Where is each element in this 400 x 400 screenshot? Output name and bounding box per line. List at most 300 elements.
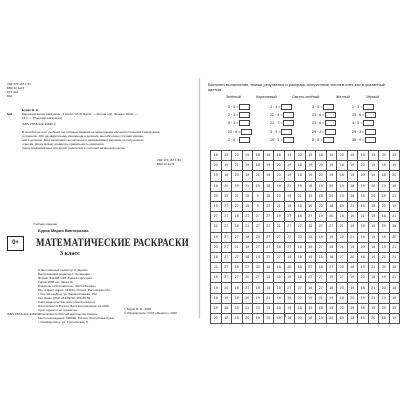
grid-cell[interactable]: 19 <box>347 171 358 181</box>
grid-cell[interactable]: 9 <box>253 191 264 201</box>
grid-cell[interactable]: 19 <box>232 303 243 313</box>
grid-cell[interactable]: 20 <box>337 232 348 242</box>
answer-box[interactable] <box>239 104 250 110</box>
grid-cell[interactable]: 18 <box>295 273 306 283</box>
grid-cell[interactable]: 19 <box>274 314 285 324</box>
grid-cell[interactable]: 19 <box>358 201 369 211</box>
grid-cell[interactable]: 19 <box>305 161 316 171</box>
grid-cell[interactable]: 19 <box>347 151 358 161</box>
grid-cell[interactable]: 18 <box>221 171 232 181</box>
grid-cell[interactable]: 19 <box>316 212 327 222</box>
answer-box[interactable] <box>325 120 336 126</box>
grid-cell[interactable]: 19 <box>211 201 222 211</box>
grid-cell[interactable]: 20 <box>326 181 337 191</box>
grid-cell[interactable]: 27 <box>253 222 264 232</box>
grid-cell[interactable]: 18 <box>253 283 264 293</box>
grid-cell[interactable]: 20 <box>316 171 327 181</box>
grid-cell[interactable]: 18 <box>389 283 400 293</box>
grid-cell[interactable]: 18 <box>337 293 348 303</box>
grid-cell[interactable]: 19 <box>305 303 316 313</box>
grid-cell[interactable]: 19 <box>284 201 295 211</box>
grid-cell[interactable]: 18 <box>326 201 337 211</box>
grid-cell[interactable]: 20 <box>242 314 253 324</box>
grid-cell[interactable]: 27 <box>263 242 274 252</box>
answer-box[interactable] <box>365 137 376 143</box>
grid-cell[interactable]: 15 <box>263 273 274 283</box>
grid-cell[interactable]: 27 <box>316 222 327 232</box>
grid-cell[interactable]: 18 <box>358 283 369 293</box>
grid-cell[interactable]: 20 <box>389 171 400 181</box>
grid-cell[interactable]: 19 <box>347 212 358 222</box>
grid-cell[interactable]: 19 <box>368 252 379 262</box>
grid-cell[interactable]: 18 <box>211 151 222 161</box>
answer-box[interactable] <box>283 137 294 143</box>
answer-box[interactable] <box>283 120 294 126</box>
grid-cell[interactable]: 20 <box>337 151 348 161</box>
grid-cell[interactable]: 27 <box>263 252 274 262</box>
grid-cell[interactable]: 21 <box>232 191 243 201</box>
grid-cell[interactable]: 18 <box>305 314 316 324</box>
grid-cell[interactable]: 15 <box>326 283 337 293</box>
grid-cell[interactable]: 20 <box>211 161 222 171</box>
grid-cell[interactable]: 21 <box>211 222 222 232</box>
grid-cell[interactable]: 18 <box>358 303 369 313</box>
grid-cell[interactable]: 27 <box>221 232 232 242</box>
grid-cell[interactable]: 18 <box>358 252 369 262</box>
grid-cell[interactable]: 19 <box>221 191 232 201</box>
grid-cell[interactable]: 18 <box>253 161 264 171</box>
grid-cell[interactable]: 27 <box>263 222 274 232</box>
grid-cell[interactable]: 15 <box>263 283 274 293</box>
grid-cell[interactable]: 19 <box>284 161 295 171</box>
grid-cell[interactable]: 15 <box>242 201 253 211</box>
grid-cell[interactable]: 21 <box>316 293 327 303</box>
grid-cell[interactable]: 27 <box>305 273 316 283</box>
grid-cell[interactable]: 20 <box>253 263 264 273</box>
grid-cell[interactable]: 19 <box>326 161 337 171</box>
grid-cell[interactable]: 20 <box>221 283 232 293</box>
grid-cell[interactable]: 21 <box>232 242 243 252</box>
grid-cell[interactable]: 19 <box>274 181 285 191</box>
grid-cell[interactable]: 19 <box>242 161 253 171</box>
grid-cell[interactable]: 15 <box>274 273 285 283</box>
grid-cell[interactable]: 20 <box>379 263 390 273</box>
grid-cell[interactable]: 19 <box>274 212 285 222</box>
answer-box[interactable] <box>325 129 336 135</box>
grid-cell[interactable]: 15 <box>263 263 274 273</box>
grid-cell[interactable]: 18 <box>337 212 348 222</box>
grid-cell[interactable]: 27 <box>242 263 253 273</box>
grid-cell[interactable]: 18 <box>379 314 390 324</box>
grid-cell[interactable]: 20 <box>295 232 306 242</box>
grid-cell[interactable]: 20 <box>295 314 306 324</box>
grid-cell[interactable]: 15 <box>253 181 264 191</box>
answer-box[interactable] <box>241 129 252 135</box>
grid-cell[interactable]: 20 <box>358 242 369 252</box>
grid-cell[interactable]: 20 <box>326 191 337 201</box>
grid-cell[interactable]: 20 <box>274 191 285 201</box>
grid-cell[interactable]: 20 <box>284 263 295 273</box>
grid-cell[interactable]: 18 <box>316 191 327 201</box>
grid-cell[interactable]: 18 <box>379 232 390 242</box>
grid-cell[interactable]: 27 <box>232 273 243 283</box>
answer-box[interactable] <box>323 104 334 110</box>
grid-cell[interactable]: 27 <box>326 222 337 232</box>
grid-cell[interactable]: 19 <box>358 314 369 324</box>
grid-cell[interactable]: 27 <box>263 212 274 222</box>
grid-cell[interactable]: 19 <box>242 242 253 252</box>
grid-cell[interactable]: 18 <box>211 293 222 303</box>
grid-cell[interactable]: 20 <box>379 283 390 293</box>
grid-cell[interactable]: 20 <box>337 283 348 293</box>
grid-cell[interactable]: 21 <box>232 161 243 171</box>
grid-cell[interactable]: 18 <box>347 263 358 273</box>
grid-cell[interactable]: 21 <box>263 293 274 303</box>
grid-cell[interactable]: 19 <box>326 151 337 161</box>
grid-cell[interactable]: 19 <box>263 303 274 313</box>
grid-cell[interactable]: 19 <box>263 161 274 171</box>
grid-cell[interactable]: 18 <box>232 222 243 232</box>
grid-cell[interactable]: 19 <box>379 191 390 201</box>
answer-box[interactable] <box>281 104 292 110</box>
grid-cell[interactable]: 19 <box>368 171 379 181</box>
grid-cell[interactable]: 27 <box>305 212 316 222</box>
answer-box[interactable] <box>365 112 376 118</box>
grid-cell[interactable]: 18 <box>305 283 316 293</box>
grid-cell[interactable]: 9 <box>253 201 264 211</box>
grid-cell[interactable]: 18 <box>347 181 358 191</box>
grid-cell[interactable]: 20 <box>347 293 358 303</box>
grid-cell[interactable]: 19 <box>379 293 390 303</box>
grid-cell[interactable]: 19 <box>284 171 295 181</box>
grid-cell[interactable]: 21 <box>347 201 358 211</box>
answer-box[interactable] <box>323 137 334 143</box>
grid-cell[interactable]: 15 <box>232 263 243 273</box>
grid-cell[interactable]: 19 <box>232 314 243 324</box>
grid-cell[interactable]: 18 <box>389 181 400 191</box>
grid-cell[interactable]: 21 <box>389 252 400 262</box>
grid-cell[interactable]: 19 <box>326 232 337 242</box>
grid-cell[interactable]: 19 <box>368 212 379 222</box>
grid-cell[interactable]: 27 <box>242 212 253 222</box>
grid-cell[interactable]: 21 <box>337 222 348 232</box>
grid-cell[interactable]: 21 <box>295 191 306 201</box>
grid-cell[interactable]: 21 <box>368 293 379 303</box>
grid-cell[interactable]: 27 <box>221 273 232 283</box>
grid-cell[interactable]: 20 <box>326 212 337 222</box>
grid-cell[interactable]: 18 <box>389 293 400 303</box>
grid-cell[interactable]: 15 <box>242 191 253 201</box>
grid-cell[interactable]: 27 <box>316 273 327 283</box>
grid-cell[interactable]: 19 <box>368 222 379 232</box>
grid-cell[interactable]: 20 <box>263 314 274 324</box>
grid-cell[interactable]: 21 <box>211 263 222 273</box>
grid-cell[interactable]: 21 <box>389 242 400 252</box>
grid-cell[interactable]: 27 <box>284 283 295 293</box>
grid-cell[interactable]: 19 <box>305 171 316 181</box>
grid-cell[interactable]: 19 <box>211 283 222 293</box>
grid-cell[interactable]: 20 <box>337 263 348 273</box>
grid-cell[interactable]: 27 <box>221 212 232 222</box>
grid-cell[interactable]: 27 <box>337 273 348 283</box>
grid-cell[interactable]: 19 <box>347 242 358 252</box>
grid-cell[interactable]: 20 <box>221 181 232 191</box>
grid-cell[interactable]: 15 <box>295 263 306 273</box>
grid-cell[interactable]: 15 <box>284 273 295 283</box>
grid-cell[interactable]: 18 <box>295 171 306 181</box>
grid-cell[interactable]: 19 <box>358 191 369 201</box>
grid-cell[interactable]: 20 <box>232 171 243 181</box>
grid-cell[interactable]: 27 <box>221 263 232 273</box>
grid-cell[interactable]: 19 <box>368 161 379 171</box>
grid-cell[interactable]: 15 <box>284 252 295 262</box>
grid-cell[interactable]: 18 <box>368 273 379 283</box>
answer-box[interactable] <box>365 129 376 135</box>
answer-box[interactable] <box>239 137 250 143</box>
grid-cell[interactable]: 19 <box>316 181 327 191</box>
grid-cell[interactable]: 27 <box>221 201 232 211</box>
grid-cell[interactable]: 18 <box>316 151 327 161</box>
grid-cell[interactable]: 21 <box>242 222 253 232</box>
grid-cell[interactable]: 20 <box>347 252 358 262</box>
grid-cell[interactable]: 18 <box>211 252 222 262</box>
grid-cell[interactable]: 20 <box>295 151 306 161</box>
grid-cell[interactable]: 18 <box>326 252 337 262</box>
grid-cell[interactable]: 20 <box>389 232 400 242</box>
grid-cell[interactable]: 19 <box>347 161 358 171</box>
grid-cell[interactable]: 20 <box>232 151 243 161</box>
grid-cell[interactable]: 18 <box>358 222 369 232</box>
grid-cell[interactable]: 19 <box>211 171 222 181</box>
grid-cell[interactable]: 19 <box>358 181 369 191</box>
grid-cell[interactable]: 19 <box>358 263 369 273</box>
grid-cell[interactable]: 20 <box>368 181 379 191</box>
grid-cell[interactable]: 27 <box>284 242 295 252</box>
answer-box[interactable] <box>281 129 292 135</box>
grid-cell[interactable]: 19 <box>242 151 253 161</box>
grid-cell[interactable]: 15 <box>326 242 337 252</box>
grid-cell[interactable]: 15 <box>253 252 264 262</box>
grid-cell[interactable]: 20 <box>211 191 222 201</box>
grid-cell[interactable]: 19 <box>347 273 358 283</box>
grid-cell[interactable]: 27 <box>326 263 337 273</box>
grid-cell[interactable]: 18 <box>379 171 390 181</box>
grid-cell[interactable]: 20 <box>337 303 348 313</box>
grid-cell[interactable]: 18 <box>274 151 285 161</box>
grid-cell[interactable]: 21 <box>337 242 348 252</box>
grid-cell[interactable]: 21 <box>358 212 369 222</box>
grid-cell[interactable]: 20 <box>316 201 327 211</box>
grid-cell[interactable]: 19 <box>263 171 274 181</box>
grid-cell[interactable]: 18 <box>379 161 390 171</box>
grid-cell[interactable]: 15 <box>274 283 285 293</box>
grid-cell[interactable]: 19 <box>326 171 337 181</box>
answer-box[interactable] <box>283 112 294 118</box>
grid-cell[interactable]: 27 <box>316 242 327 252</box>
grid-cell[interactable]: 19 <box>347 303 358 313</box>
grid-cell[interactable]: 20 <box>274 161 285 171</box>
grid-cell[interactable]: 19 <box>389 201 400 211</box>
grid-cell[interactable]: 20 <box>242 293 253 303</box>
grid-cell[interactable]: 19 <box>389 222 400 232</box>
answer-box[interactable] <box>363 120 374 126</box>
grid-cell[interactable]: 27 <box>221 252 232 262</box>
grid-cell[interactable]: 18 <box>305 181 316 191</box>
grid-cell[interactable]: 20 <box>295 293 306 303</box>
grid-cell[interactable]: 15 <box>305 222 316 232</box>
answer-box[interactable] <box>363 104 374 110</box>
grid-cell[interactable]: 18 <box>358 151 369 161</box>
grid-cell[interactable]: 27 <box>242 283 253 293</box>
grid-cell[interactable]: 15 <box>316 252 327 262</box>
grid-cell[interactable]: 20 <box>326 314 337 324</box>
grid-cell[interactable]: 18 <box>221 314 232 324</box>
grid-cell[interactable]: 20 <box>358 171 369 181</box>
grid-cell[interactable]: 21 <box>368 283 379 293</box>
grid-cell[interactable]: 27 <box>253 242 264 252</box>
grid-cell[interactable]: 18 <box>295 201 306 211</box>
grid-cell[interactable]: 19 <box>295 181 306 191</box>
grid-cell[interactable]: 18 <box>221 303 232 313</box>
grid-cell[interactable]: 19 <box>211 232 222 242</box>
grid-cell[interactable]: 19 <box>305 293 316 303</box>
grid-cell[interactable]: 18 <box>211 273 222 283</box>
grid-cell[interactable]: 19 <box>221 161 232 171</box>
grid-cell[interactable]: 19 <box>368 303 379 313</box>
grid-cell[interactable]: 20 <box>368 191 379 201</box>
grid-cell[interactable]: 18 <box>295 212 306 222</box>
grid-cell[interactable]: 20 <box>379 222 390 232</box>
grid-cell[interactable]: 21 <box>242 181 253 191</box>
grid-cell[interactable]: 18 <box>284 314 295 324</box>
grid-cell[interactable]: 18 <box>337 161 348 171</box>
grid-cell[interactable]: 27 <box>295 222 306 232</box>
grid-cell[interactable]: 19 <box>284 151 295 161</box>
grid-cell[interactable]: 19 <box>337 201 348 211</box>
grid-cell[interactable]: 21 <box>284 181 295 191</box>
grid-cell[interactable]: 19 <box>379 181 390 191</box>
grid-cell[interactable]: 18 <box>274 303 285 313</box>
grid-cell[interactable]: 19 <box>379 242 390 252</box>
grid-cell[interactable]: 18 <box>242 252 253 262</box>
grid-cell[interactable]: 19 <box>253 293 264 303</box>
grid-cell[interactable]: 15 <box>295 242 306 252</box>
grid-cell[interactable]: 15 <box>305 232 316 242</box>
grid-cell[interactable]: 27 <box>211 212 222 222</box>
grid-cell[interactable]: 27 <box>274 252 285 262</box>
grid-cell[interactable]: 18 <box>358 232 369 242</box>
grid-cell[interactable]: 19 <box>232 181 243 191</box>
grid-cell[interactable]: 27 <box>232 232 243 242</box>
grid-cell[interactable]: 21 <box>274 222 285 232</box>
grid-cell[interactable]: 27 <box>232 252 243 262</box>
grid-cell[interactable]: 19 <box>211 303 222 313</box>
grid-cell[interactable]: 18 <box>211 181 222 191</box>
grid-cell[interactable]: 19 <box>326 303 337 313</box>
grid-cell[interactable]: 19 <box>337 181 348 191</box>
grid-cell[interactable]: 18 <box>263 191 274 201</box>
grid-cell[interactable]: 15 <box>316 263 327 273</box>
grid-cell[interactable]: 19 <box>274 293 285 303</box>
grid-cell[interactable]: 19 <box>347 222 358 232</box>
grid-cell[interactable]: 18 <box>316 303 327 313</box>
grid-cell[interactable]: 19 <box>358 293 369 303</box>
grid-cell[interactable]: 20 <box>242 273 253 283</box>
grid-cell[interactable]: 18 <box>253 151 264 161</box>
grid-cell[interactable]: 18 <box>232 293 243 303</box>
grid-cell[interactable]: 21 <box>389 191 400 201</box>
grid-cell[interactable]: 20 <box>211 314 222 324</box>
grid-cell[interactable]: 19 <box>379 273 390 283</box>
grid-cell[interactable]: 20 <box>274 171 285 181</box>
grid-cell[interactable]: 19 <box>284 191 295 201</box>
grid-cell[interactable]: 15 <box>305 252 316 262</box>
grid-cell[interactable]: 20 <box>368 314 379 324</box>
grid-cell[interactable]: 19 <box>221 151 232 161</box>
grid-cell[interactable]: 18 <box>347 191 358 201</box>
grid-cell[interactable]: 19 <box>263 151 274 161</box>
grid-cell[interactable]: 27 <box>337 252 348 262</box>
grid-cell[interactable]: 20 <box>358 273 369 283</box>
grid-cell[interactable]: 18 <box>316 232 327 242</box>
grid-cell[interactable]: 19 <box>253 314 264 324</box>
grid-cell[interactable]: 19 <box>389 151 400 161</box>
grid-cell[interactable]: 27 <box>305 263 316 273</box>
grid-cell[interactable]: 19 <box>316 314 327 324</box>
grid-cell[interactable]: 18 <box>368 201 379 211</box>
grid-cell[interactable]: 20 <box>253 232 264 242</box>
grid-cell[interactable]: 18 <box>284 293 295 303</box>
grid-cell[interactable]: 27 <box>253 212 264 222</box>
grid-cell[interactable]: 27 <box>221 242 232 252</box>
grid-cell[interactable]: 18 <box>347 314 358 324</box>
grid-cell[interactable]: 27 <box>284 212 295 222</box>
grid-cell[interactable]: 20 <box>379 201 390 211</box>
grid-cell[interactable]: 19 <box>389 161 400 171</box>
grid-cell[interactable]: 27 <box>232 201 243 211</box>
grid-cell[interactable]: 15 <box>305 242 316 252</box>
grid-cell[interactable]: 15 <box>326 273 337 283</box>
grid-cell[interactable]: 19 <box>253 303 264 313</box>
grid-cell[interactable]: 18 <box>263 181 274 191</box>
grid-cell[interactable]: 21 <box>389 273 400 283</box>
grid-cell[interactable]: 19 <box>232 283 243 293</box>
grid-cell[interactable]: 18 <box>389 263 400 273</box>
grid-cell[interactable]: 20 <box>379 151 390 161</box>
grid-cell[interactable]: 19 <box>389 303 400 313</box>
grid-cell[interactable]: 27 <box>253 273 264 283</box>
grid-cell[interactable]: 19 <box>389 314 400 324</box>
grid-cell[interactable]: 27 <box>316 283 327 293</box>
grid-cell[interactable]: 19 <box>232 212 243 222</box>
grid-cell[interactable]: 21 <box>368 263 379 273</box>
grid-cell[interactable]: 18 <box>295 161 306 171</box>
grid-cell[interactable]: 19 <box>337 314 348 324</box>
grid-cell[interactable]: 19 <box>305 151 316 161</box>
grid-cell[interactable]: 27 <box>263 232 274 242</box>
grid-cell[interactable]: 21 <box>242 303 253 313</box>
answer-box[interactable] <box>239 112 250 118</box>
answer-box[interactable] <box>239 120 250 126</box>
grid-cell[interactable]: 21 <box>389 212 400 222</box>
grid-cell[interactable]: 21 <box>347 232 358 242</box>
grid-cell[interactable]: 18 <box>242 232 253 242</box>
grid-cell[interactable]: 20 <box>379 303 390 313</box>
grid-cell[interactable]: 18 <box>337 171 348 181</box>
grid-cell[interactable]: 27 <box>284 232 295 242</box>
grid-cell[interactable]: 18 <box>368 242 379 252</box>
grid-cell[interactable]: 18 <box>295 303 306 313</box>
